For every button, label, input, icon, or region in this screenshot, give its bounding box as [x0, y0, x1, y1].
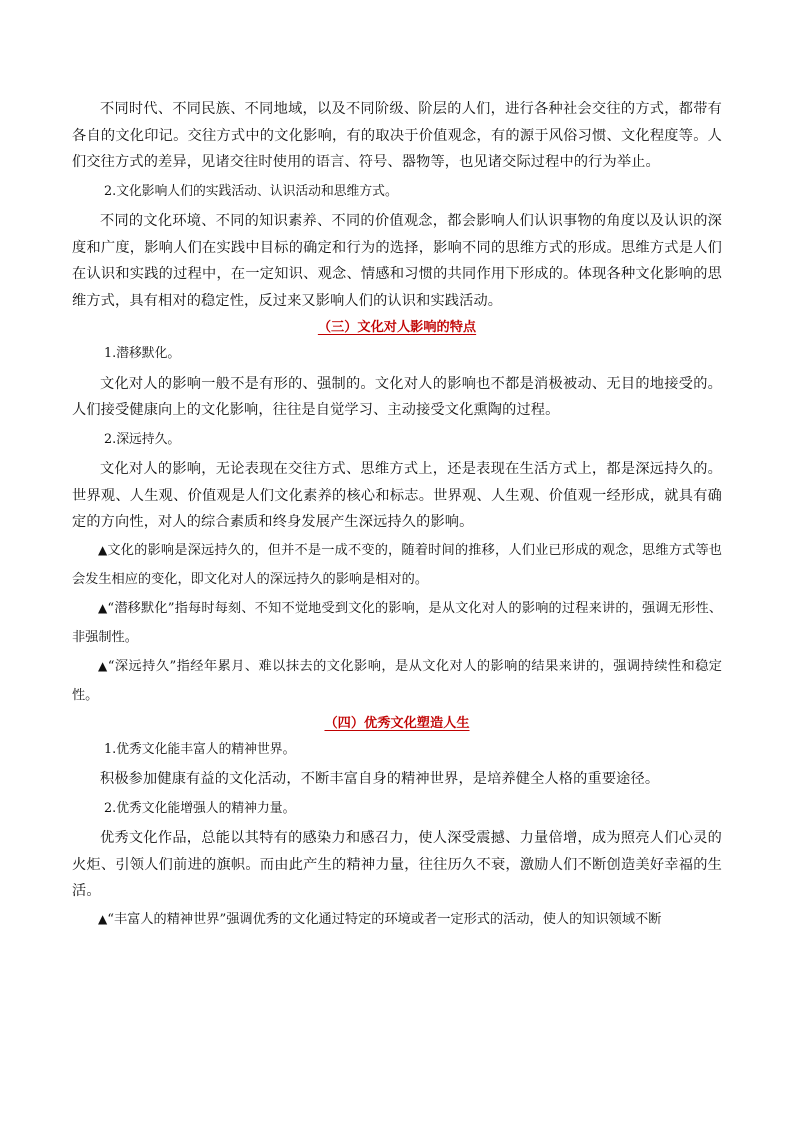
subheading-subtle-influence: 1.潜移默化。 — [104, 346, 181, 361]
document-body — [72, 96, 722, 934]
paragraph-thinking-styles: 不同的文化环境、不同的知识素养、不同的价值观念，都会影响人们认识事物的角度以及认识的深度和广度，影响人们在实践中目标的确定和行为的选择，影响不同的思维方式的形成。思维方式是人们在认识和实践的过程中，在一定知识、观念、情感和习惯的共同作用下形成的。体现各种文化影响的思维方式，具有相对的稳定性，反过来又影响人们的认识和实践活动。 — [72, 213, 722, 309]
note-lasting-definition: ▲“深远持久”指经年累月、难以抹去的文化影响，是从文化对人的影响的结果来讲的，强调持续性和稳定性。 — [72, 658, 722, 703]
subheading-practice-cognition: 2.文化影响人们的实践活动、认识活动和思维方式。 — [104, 183, 398, 199]
triangle-bullet-icon: ▲ — [98, 542, 108, 557]
subheading-lasting-influence: 2.深远持久。 — [104, 431, 181, 447]
subheading-enrich-spirit: 1.优秀文化能丰富人的精神世界。 — [104, 741, 296, 757]
section-heading-characteristics: （三）文化对人影响的特点 — [317, 320, 477, 335]
paragraph-communication-styles: 不同时代、不同民族、不同地域，以及不同阶级、阶层的人们，进行各种社会交往的方式，都带有各自的文化印记。交往方式中的文化影响，有的取决于价值观念，有的源于风俗习惯、文化程度等。人们交往方式的差异，见诸交往时使用的语言、符号、器物等，也见诸交际过程中的行为举止。 — [72, 101, 722, 170]
triangle-bullet-icon: ▲ — [98, 911, 108, 926]
section-heading-excellent-culture: （四）优秀文化塑造人生 — [324, 715, 470, 731]
paragraph-enrich-spirit: 积极参加健康有益的文化活动，不断丰富自身的精神世界，是培养健全人格的重要途径。 — [100, 771, 660, 787]
paragraph-strengthen-spirit: 优秀文化作品，总能以其特有的感染力和感召力，使人深受震撼、力量倍增，成为照亮人们心灵的火炬、引领人们前进的旗帜。而由此产生的精神力量，往往历久不衰，激励人们不断创造美好幸福的生活。 — [72, 830, 722, 899]
paragraph-lasting-influence: 文化对人的影响，无论表现在交往方式、思维方式上，还是表现在生活方式上，都是深远持久的。世界观、人生观、价值观是人们文化素养的核心和标志。世界观、人生观、价值观一经形成，就具有确定的方向性，对人的综合素质和终身发展产生深远持久的影响。 — [72, 461, 722, 530]
subheading-strengthen-spirit: 2.优秀文化能增强人的精神力量。 — [104, 800, 296, 816]
paragraph-subtle-influence: 文化对人的影响一般不是有形的、强制的。文化对人的影响也不都是消极被动、无目的地接受的。人们接受健康向上的文化影响，往往是自觉学习、主动接受文化熏陶的过程。 — [72, 375, 722, 418]
note-subtle-definition: ▲“潜移默化”指每时每刻、不知不觉地受到文化的影响，是从文化对人的影响的过程来讲的，强调无形性、非强制性。 — [72, 600, 723, 645]
note-relative-permanence: ▲文化的影响是深远持久的，但并不是一成不变的，随着时间的推移，人们业已形成的观念，思维方式等也会发生相应的变化，即文化对人的深远持久的影响是相对的。 — [72, 542, 722, 587]
triangle-bullet-icon: ▲ — [98, 600, 108, 615]
triangle-bullet-icon: ▲ — [98, 658, 108, 673]
note-enrich-definition: ▲“丰富人的精神世界”强调优秀的文化通过特定的环境或者一定形式的活动，使人的知识领域不断 — [98, 911, 662, 927]
